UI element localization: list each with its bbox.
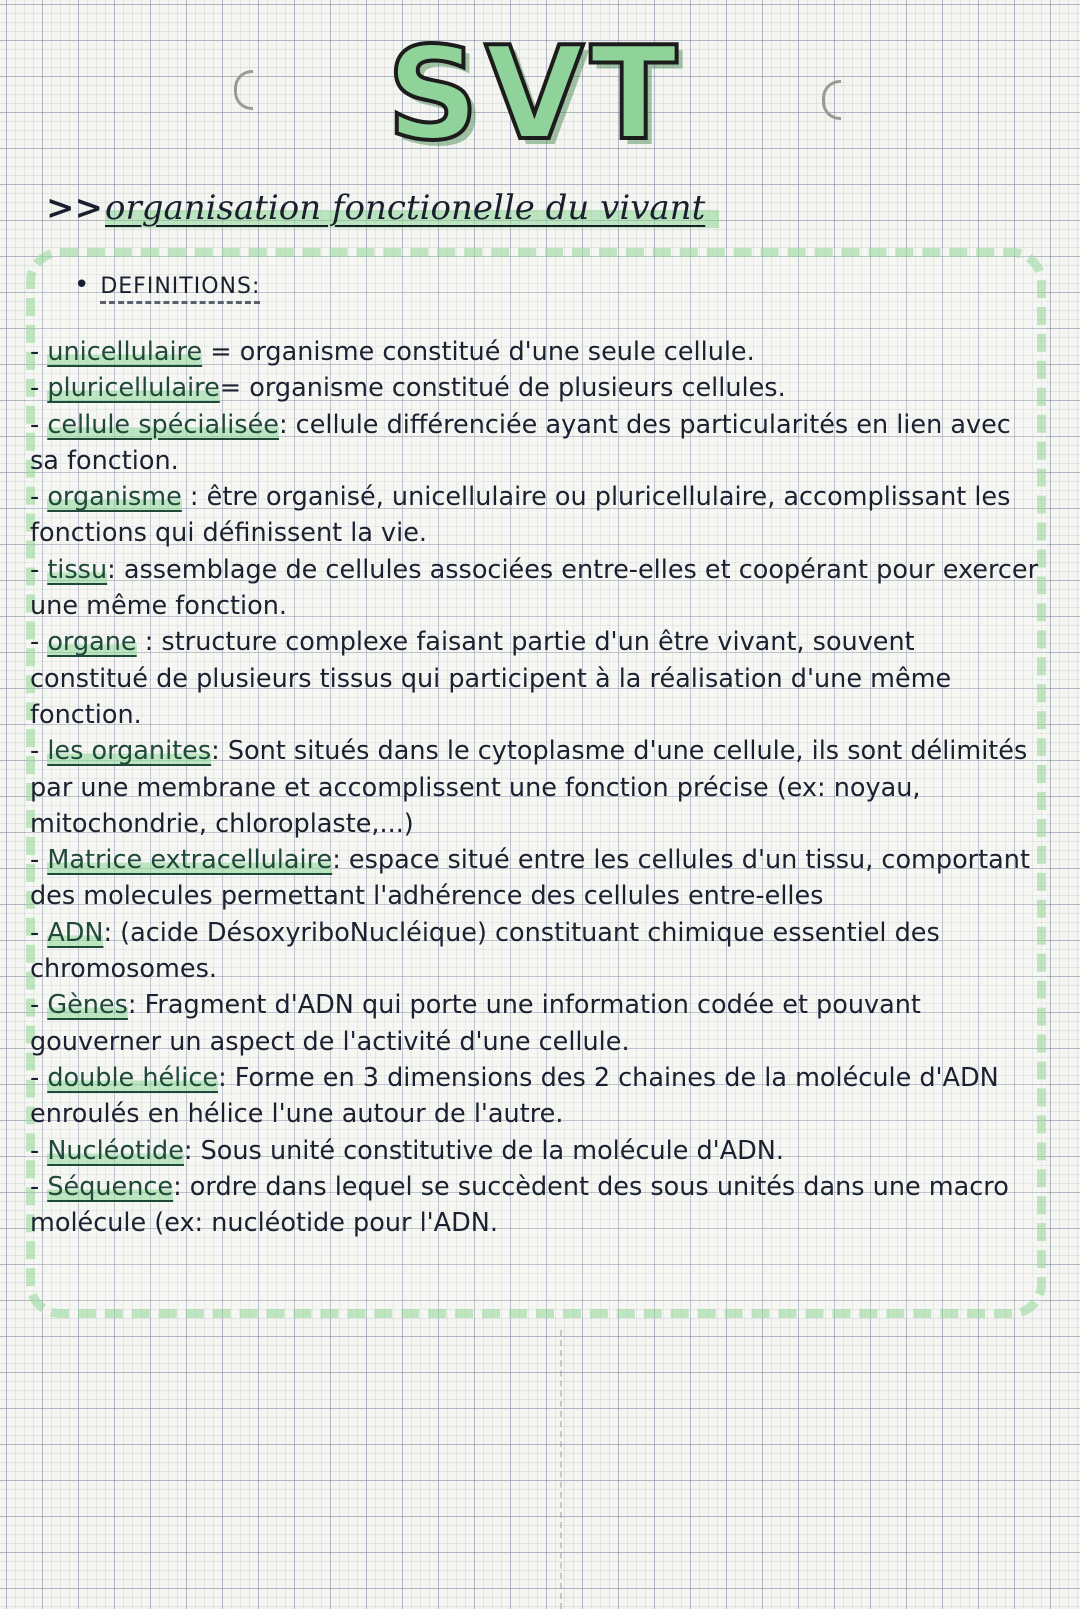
definition-sep: : [278, 409, 288, 440]
definition-item: - unicellulaire = organisme constitué d'une seule cellule. [30, 337, 755, 367]
definition-term: unicellulaire [47, 337, 203, 367]
definition-sep: : [332, 845, 341, 876]
definition-sep: = [219, 373, 242, 404]
definition-term: Matrice extracellulaire [47, 845, 333, 876]
paper-crease [560, 1330, 652, 1609]
definition-sep: : [127, 990, 137, 1021]
page-title: SVT [386, 20, 684, 169]
definition-term: double hélice [47, 1062, 219, 1093]
definition-sep: : [211, 736, 220, 767]
definition-term: pluricellulaire [47, 373, 220, 404]
definition-text: organisme constitué de plusieurs cellules. [241, 373, 786, 404]
definitions-heading [74, 270, 260, 300]
definition-item: - Matrice extracellulaire: espace situé entre les cellules d'un tissu, comportant des molecules permettant l'adhérence des cellules entre-elles [30, 845, 1030, 912]
definition-text: Sont situés dans le cytoplasme d'une cellule, ils sont délimités par une membrane et accomplissent une fonction précise (ex: noyau, mitochondrie, chloroplaste,...) [30, 736, 1028, 839]
definitions-list [30, 334, 1040, 1241]
definition-term: organe [47, 627, 137, 658]
definitions-heading-label: DEFINITIONS: [100, 274, 260, 304]
definition-item: - tissu: assemblage de cellules associées entre-elles et coopérant pour exercer une même fonction. [30, 554, 1039, 622]
definition-sep: = [202, 337, 232, 367]
definition-term: tissu [47, 554, 108, 585]
bullet-icon: • [74, 270, 91, 300]
definition-text: (acide DésoxyriboNucléique) constituant chimique essentiel des chromosomes. [30, 917, 940, 985]
definition-term: organisme [47, 482, 182, 513]
definition-sep: : [181, 482, 199, 513]
definition-item: - pluricellulaire= organisme constitué de plusieurs cellules. [30, 373, 786, 404]
definition-sep: : [218, 1062, 227, 1093]
definition-text: Forme en 3 dimensions des 2 chaines de la molécule d'ADN enroulés en hélice l'une autour de l'autre. [30, 1062, 999, 1130]
definition-text: Fragment d'ADN qui porte une information codée et pouvant gouverner un aspect de l'activité d'une cellule. [30, 990, 921, 1057]
definition-item: - cellule spécialisée: cellule différenciée ayant des particularités en lien avec sa fonction. [30, 409, 1011, 476]
definition-term: Séquence [47, 1171, 174, 1202]
definition-sep: : [136, 627, 154, 658]
definition-sep: : [107, 554, 116, 585]
section-prefix: >> [46, 188, 103, 228]
definition-term: les organites [47, 736, 212, 767]
definition-term: ADN [47, 917, 104, 948]
definition-term: Nucléotide [47, 1135, 184, 1166]
definition-item: - double hélice: Forme en 3 dimensions des 2 chaines de la molécule d'ADN enroulés en hélice l'une autour de l'autre. [30, 1062, 999, 1130]
definition-text: assemblage de cellules associées entre-elles et coopérant pour exercer une même fonction. [30, 554, 1039, 622]
definition-term: cellule spécialisée [47, 409, 279, 440]
definition-text: organisme constitué d'une seule cellule. [231, 337, 755, 367]
definition-text: être organisé, unicellulaire ou pluricellulaire, accomplissant les fonctions qui définissent la vie. [30, 482, 1011, 549]
definition-text: cellule différenciée ayant des particularités en lien avec sa fonction. [30, 409, 1011, 476]
definition-text: espace situé entre les cellules d'un tissu, comportant des molecules permettant l'adhérence des cellules entre-elles [30, 845, 1030, 912]
definition-item: - organisme : être organisé, unicellulaire ou pluricellulaire, accomplissant les fonctions qui définissent la vie. [30, 482, 1011, 549]
definition-text: structure complexe faisant partie d'un être vivant, souvent constitué de plusieurs tissus qui participent à la réalisation d'une même fonction. [30, 627, 952, 730]
definition-item: - Gènes: Fragment d'ADN qui porte une information codée et pouvant gouverner un aspect de l'activité d'une cellule. [30, 990, 921, 1057]
definition-term: Gènes [47, 990, 128, 1021]
definition-sep: : [173, 1171, 182, 1202]
definition-sep: : [103, 917, 113, 948]
section-title [46, 188, 719, 232]
section-title-text: organisation fonctionelle du vivant [105, 188, 719, 228]
definition-item: - ADN: (acide DésoxyriboNucléique) constituant chimique essentiel des chromosomes. [30, 917, 940, 985]
definition-text: Sous unité constitutive de la molécule d'ADN. [192, 1135, 784, 1166]
definition-item: - organe : structure complexe faisant partie d'un être vivant, souvent constitué de plusieurs tissus qui participent à la réalisation d'une même fonction. [30, 627, 952, 730]
definition-item: - Séquence: ordre dans lequel se succèdent des sous unités dans une macro molécule (ex: nucléotide pour l'ADN. [30, 1171, 1009, 1239]
definition-item: - Nucléotide: Sous unité constitutive de la molécule d'ADN. [30, 1135, 784, 1166]
definition-text: ordre dans lequel se succèdent des sous unités dans une macro molécule (ex: nucléotide pour l'ADN. [30, 1171, 1009, 1239]
definition-sep: : [183, 1135, 193, 1166]
definition-item: - les organites: Sont situés dans le cytoplasme d'une cellule, ils sont délimités par une membrane et accomplissent une fonction précise (ex: noyau, mitochondrie, chloroplaste,...) [30, 736, 1028, 839]
